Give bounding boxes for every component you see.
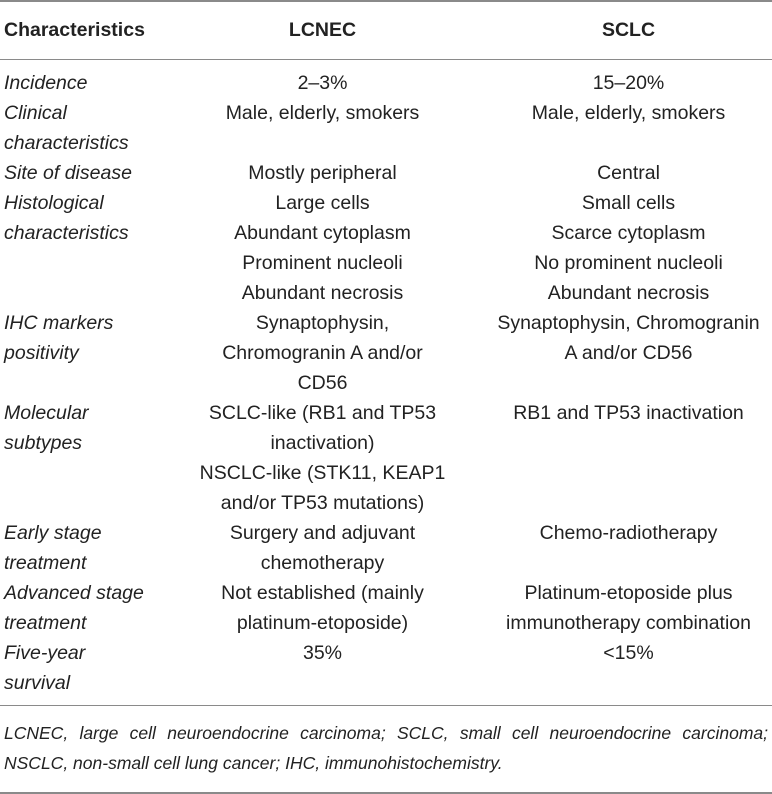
cell-text-line: Prominent nucleoli — [242, 252, 403, 274]
cell-text-line: Synaptophysin, — [255, 312, 390, 334]
lcnec-value-cell — [160, 188, 485, 308]
header-lcnec: LCNEC — [160, 1, 485, 60]
cell-text-line: subtypes — [4, 432, 83, 454]
sclc-value-cell — [485, 518, 772, 578]
table-row — [0, 188, 772, 308]
cell-text-line: treatment — [4, 552, 87, 574]
sclc-value-cell — [485, 188, 772, 308]
cell-text-line: Male, elderly, smokers — [531, 102, 726, 124]
sclc-value-cell — [485, 60, 772, 99]
table-body — [0, 60, 772, 706]
cell-text-line: SCLC-like (RB1 and TP53 — [208, 402, 437, 424]
cell-text-line: Histological — [4, 192, 104, 214]
cell-text-line: Not established (mainly — [221, 582, 424, 604]
cell-text-line: positivity — [4, 342, 79, 364]
cell-text-line: CD56 — [297, 372, 348, 394]
cell-text-line: Site of disease — [4, 162, 132, 184]
cell-text-line: 35% — [302, 642, 343, 664]
lcnec-value-cell — [160, 578, 485, 638]
lcnec-value-cell — [160, 398, 485, 518]
cell-text-line: <15% — [603, 642, 654, 664]
row-label-cell — [0, 188, 160, 308]
cell-text-line: Large cells — [275, 192, 370, 214]
cell-text-line: Small cells — [581, 192, 676, 214]
table-row — [0, 638, 772, 705]
cell-text-line: immunotherapy combination — [506, 612, 751, 634]
row-label-cell — [0, 158, 160, 188]
lcnec-value-cell — [160, 638, 485, 705]
lcnec-value-cell — [160, 308, 485, 398]
cell-text-line: and/or TP53 mutations) — [220, 492, 425, 514]
row-label-cell — [0, 638, 160, 705]
table-row — [0, 308, 772, 398]
cell-text-line: 15–20% — [592, 72, 665, 94]
cell-text-line: inactivation) — [270, 432, 375, 454]
table-footnote: LCNEC, large cell neuroendocrine carcinoma; SCLC, small cell neuroendocrine carcinoma; NSCLC, non-small cell lung cancer; IHC, immunohistochemistry. — [4, 723, 768, 773]
sclc-value-cell — [485, 578, 772, 638]
cell-text-line: treatment — [4, 612, 87, 634]
cell-text-line: Surgery and adjuvant — [229, 522, 416, 544]
lcnec-value-cell — [160, 158, 485, 188]
cell-text-line: No prominent nucleoli — [534, 252, 723, 274]
cell-text-line: chemotherapy — [260, 552, 385, 574]
cell-text-line: Scarce cytoplasm — [551, 222, 706, 244]
cell-text-line: Early stage — [4, 522, 102, 544]
table-row — [0, 60, 772, 99]
row-label-cell — [0, 578, 160, 638]
sclc-value-cell — [485, 308, 772, 398]
header-sclc: SCLC — [485, 1, 772, 60]
cell-text-line: Abundant cytoplasm — [234, 222, 411, 244]
cell-text-line: Chemo-radiotherapy — [539, 522, 718, 544]
cell-text-line: Molecular — [4, 402, 89, 424]
cell-text-line: A and/or CD56 — [564, 342, 693, 364]
lcnec-value-cell — [160, 98, 485, 158]
cell-text-line: RB1 and TP53 inactivation — [513, 402, 744, 424]
sclc-value-cell — [485, 398, 772, 518]
sclc-value-cell — [485, 638, 772, 705]
cell-text-line: IHC markers — [4, 312, 114, 334]
row-label-cell — [0, 518, 160, 578]
cell-text-line: Abundant necrosis — [241, 282, 404, 304]
row-label-cell — [0, 398, 160, 518]
header-row — [0, 1, 772, 60]
sclc-value-cell — [485, 98, 772, 158]
cell-text-line: Male, elderly, smokers — [225, 102, 420, 124]
cell-text-line: Central — [597, 162, 660, 184]
header-characteristics: Characteristics — [0, 1, 160, 60]
cell-text-line: characteristics — [4, 132, 129, 154]
cell-text-line: Chromogranin A and/or — [222, 342, 423, 364]
lcnec-value-cell — [160, 60, 485, 99]
cell-text-line: Abundant necrosis — [547, 282, 710, 304]
cell-text-line: platinum-etoposide) — [236, 612, 409, 634]
sclc-value-cell — [485, 158, 772, 188]
row-label-cell — [0, 60, 160, 99]
footnote-container — [0, 705, 772, 794]
table-row — [0, 158, 772, 188]
cell-text-line: 2–3% — [297, 72, 348, 94]
cell-text-line: NSCLC-like (STK11, KEAP1 — [199, 462, 446, 484]
cell-text-line: Five-year — [4, 642, 86, 664]
cell-text-line: Mostly peripheral — [248, 162, 397, 184]
cell-text-line: characteristics — [4, 222, 129, 244]
cell-text-line: Platinum-etoposide plus — [524, 582, 733, 604]
table-row — [0, 398, 772, 518]
cell-text-line: Incidence — [4, 72, 88, 94]
cell-text-line: survival — [4, 672, 71, 694]
table-row — [0, 518, 772, 578]
lcnec-value-cell — [160, 518, 485, 578]
table-row — [0, 98, 772, 158]
table-row — [0, 578, 772, 638]
cell-text-line: Advanced stage — [4, 582, 144, 604]
row-label-cell — [0, 98, 160, 158]
row-label-cell — [0, 308, 160, 398]
table-header — [0, 1, 772, 60]
cell-text-line: Clinical — [4, 102, 67, 124]
cell-text-line: Synaptophysin, Chromogranin — [497, 312, 760, 334]
